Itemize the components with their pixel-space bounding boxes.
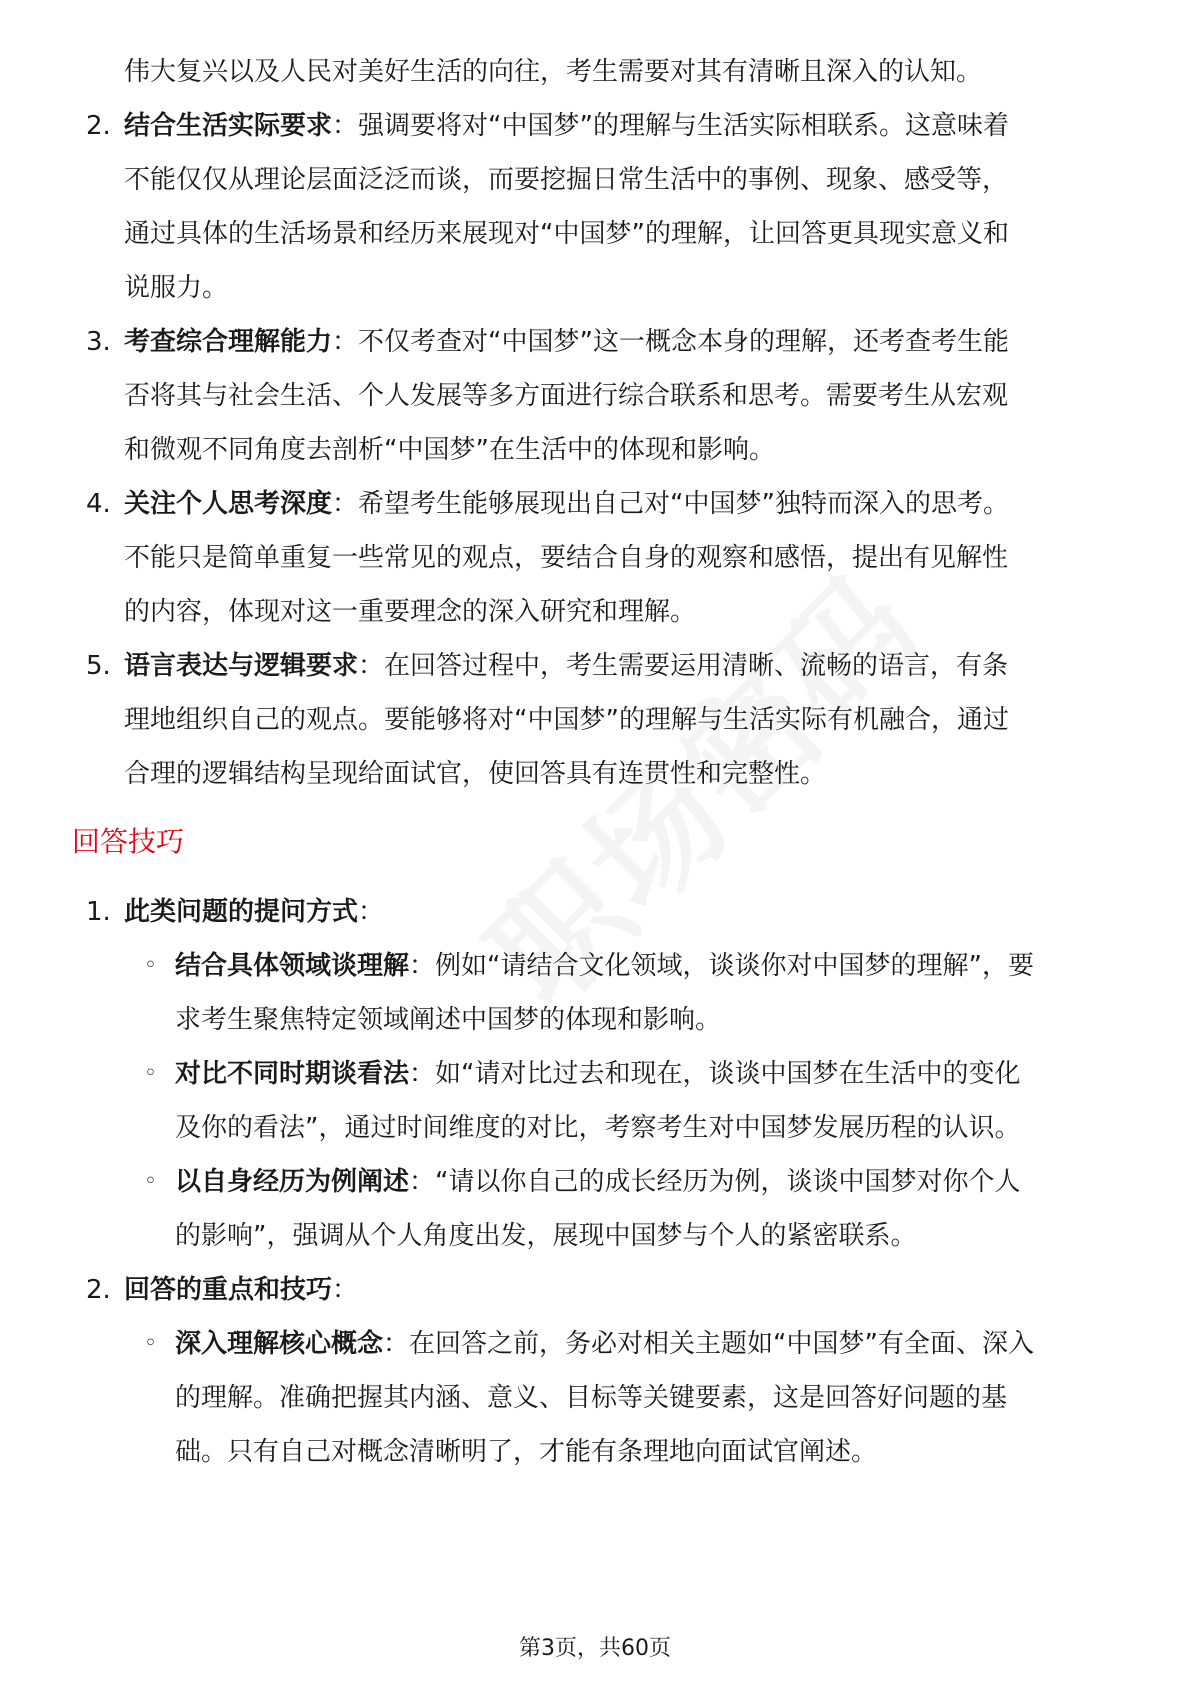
list-item-title: 此类问题的提问方式 [124, 897, 359, 927]
sub-item-line: 及你的看法”，通过时间维度的对比，考察考生对中国梦发展历程的认识。 [175, 1113, 1021, 1143]
list-number: 2. [86, 1275, 111, 1305]
list-number: 5. [86, 651, 111, 681]
list-item-title: 结合生活实际要求 [124, 111, 333, 141]
list-item-line: 考查综合理解能力：不仅考查对“中国梦”这一概念本身的理解，还考查考生能 [124, 327, 1009, 357]
bullet-icon: ◦ [144, 953, 157, 978]
list-item-line: 此类问题的提问方式： [124, 897, 385, 927]
list-item-line: 通过具体的生活场景和经历来展现对“中国梦”的理解，让回答更具现实意义和 [124, 219, 1009, 249]
sub-item-line: 的理解。准确把握其内涵、意义、目标等关键要素，这是回答好问题的基 [175, 1383, 1008, 1413]
bullet-icon: ◦ [144, 1169, 157, 1194]
list-item-line: 不能只是简单重复一些常见的观点，要结合自身的观察和感悟，提出有见解性 [124, 543, 1009, 573]
bullet-icon: ◦ [144, 1061, 157, 1086]
list-number: 3. [86, 327, 111, 357]
sub-item-line: 对比不同时期谈看法：如“请对比过去和现在，谈谈中国梦在生活中的变化 [175, 1059, 1021, 1089]
intro-line: 伟大复兴以及人民对美好生活的向往，考生需要对其有清晰且深入的认知。 [124, 57, 983, 87]
sub-item-line: 求考生聚焦特定领域阐述中国梦的体现和影响。 [175, 1005, 722, 1035]
sub-item-line: 深入理解核心概念：在回答之前，务必对相关主题如“中国梦”有全面、深入 [175, 1329, 1034, 1359]
list-item-title: 回答的重点和技巧 [124, 1275, 333, 1305]
list-number: 2. [86, 111, 111, 141]
sub-item-title: 以自身经历为例阐述 [175, 1167, 410, 1197]
list-item-line: 的内容，体现对这一重要理念的深入研究和理解。 [124, 597, 697, 627]
page-number: 第3页，共60页 [519, 1636, 671, 1661]
sub-item-line: 以自身经历为例阐述：“请以你自己的成长经历为例，谈谈中国梦对你个人 [175, 1167, 1021, 1197]
list-number: 4. [86, 489, 111, 519]
list-item-line: 语言表达与逻辑要求：在回答过程中，考生需要运用清晰、流畅的语言，有条 [124, 651, 1009, 681]
sub-item-title: 结合具体领域谈理解 [175, 951, 410, 981]
sub-item-line: 的影响”，强调从个人角度出发，展现中国梦与个人的紧密联系。 [175, 1221, 917, 1251]
list-item-line: 关注个人思考深度：希望考生能够展现出自己对“中国梦”独特而深入的思考。 [124, 489, 1009, 519]
sub-item-line: 础。只有自己对概念清晰明了，才能有条理地向面试官阐述。 [175, 1437, 878, 1467]
list-item-line: 结合生活实际要求：强调要将对“中国梦”的理解与生活实际相联系。这意味着 [124, 111, 1009, 141]
section-heading: 回答技巧 [72, 825, 185, 858]
list-number: 1. [86, 897, 111, 927]
list-item-title: 语言表达与逻辑要求 [124, 651, 359, 681]
list-item-line: 说服力。 [124, 273, 229, 303]
list-item-title: 考查综合理解能力 [124, 327, 333, 357]
list-item-line: 否将其与社会生活、个人发展等多方面进行综合联系和思考。需要考生从宏观 [124, 381, 1009, 411]
list-item-line: 合理的逻辑结构呈现给面试官，使回答具有连贯性和完整性。 [124, 759, 827, 789]
list-item-line: 回答的重点和技巧： [124, 1275, 359, 1305]
sub-item-title: 深入理解核心概念 [175, 1329, 384, 1359]
list-item-line: 理地组织自己的观点。要能够将对“中国梦”的理解与生活实际有机融合，通过 [124, 705, 1009, 735]
list-item-line: 不能仅仅从理论层面泛泛而谈，而要挖掘日常生活中的事例、现象、感受等， [124, 165, 1009, 195]
list-item-title: 关注个人思考深度 [124, 489, 333, 519]
sub-item-line: 结合具体领域谈理解：例如“请结合文化领域，谈谈你对中国梦的理解”，要 [175, 951, 1034, 981]
sub-item-title: 对比不同时期谈看法 [175, 1059, 410, 1089]
bullet-icon: ◦ [144, 1331, 157, 1356]
list-item-line: 和微观不同角度去剖析“中国梦”在生活中的体现和影响。 [124, 435, 775, 465]
